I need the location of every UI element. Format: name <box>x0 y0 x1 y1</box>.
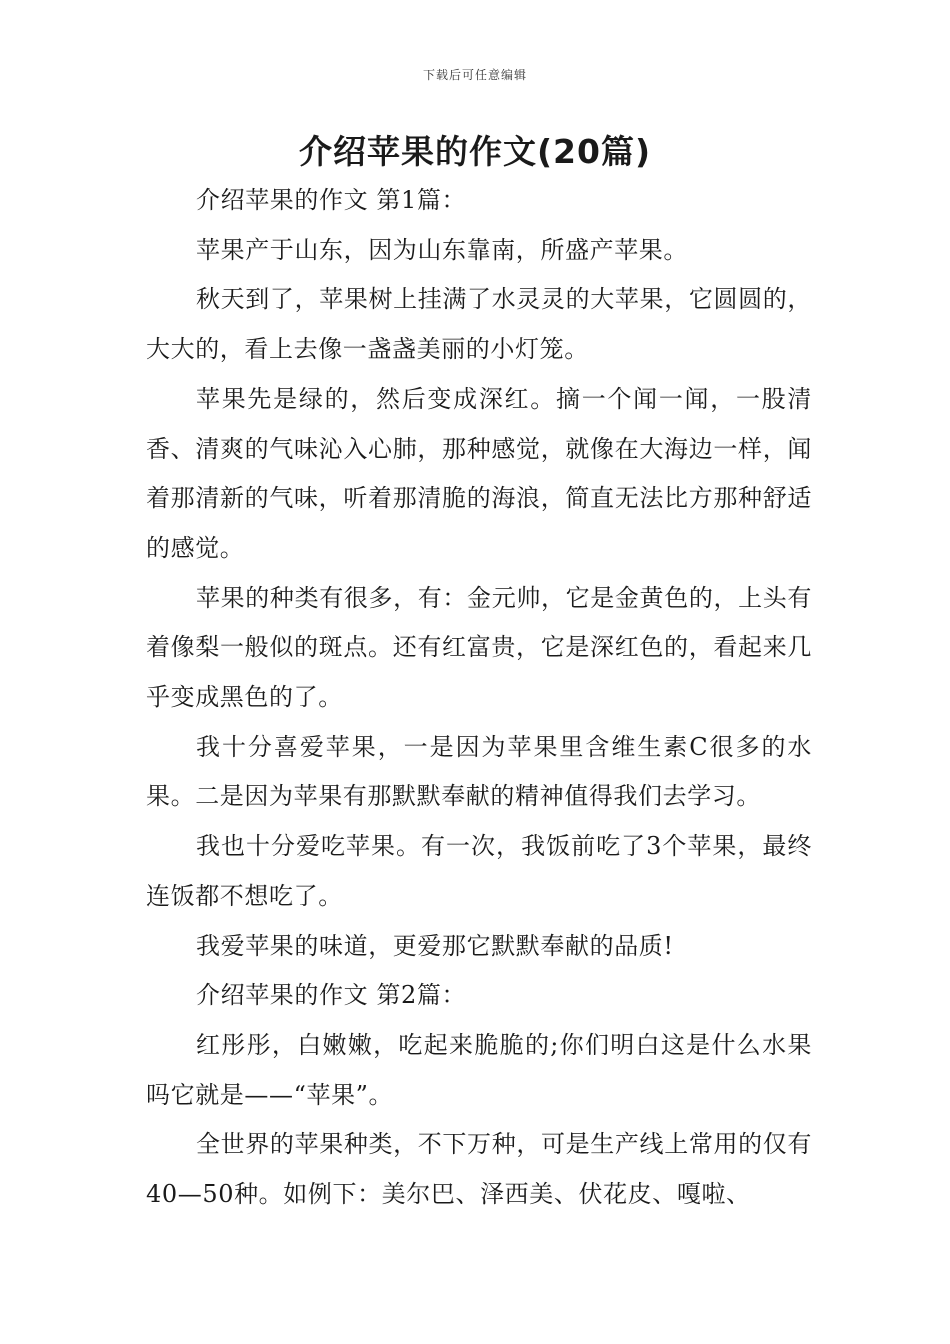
paragraph: 我十分喜爱苹果，一是因为苹果里含维生素C很多的水果。二是因为苹果有那默默奉献的精神值得我们去学习。 <box>146 732 812 811</box>
paragraph: 我爱苹果的味道，更爱那它默默奉献的品质! <box>196 931 674 960</box>
paragraph: 秋天到了，苹果树上挂满了水灵灵的大苹果，它圆圆的，大大的，看上去像一盏盏美丽的小灯笼。 <box>146 285 812 364</box>
header-note: 下载后可任意编辑 <box>422 68 527 82</box>
paragraph: 我也十分爱吃苹果。有一次，我饭前吃了3个苹果，最终连饭都不想吃了。 <box>146 832 812 910</box>
section-heading-1: 介绍苹果的作文 第1篇： <box>196 186 467 214</box>
paragraph: 苹果产于山东，因为山东靠南，所盛产苹果。 <box>196 235 688 264</box>
document-body <box>146 176 812 1220</box>
paragraph: 红彤彤，白嫩嫩，吃起来脆脆的;你们明白这是什么水果吗它就是——“苹果”。 <box>146 1030 812 1109</box>
paragraph: 苹果的种类有很多，有：金元帅，它是金黄色的，上头有着像梨一般似的斑点。还有红富贵，它是深红色的，看起来几乎变成黑色的了。 <box>146 583 812 712</box>
paragraph: 苹果先是绿的，然后变成深红。摘一个闻一闻，一股清香、清爽的气味沁入心肺，那种感觉，就像在大海边一样，闻着那清新的气味，听着那清脆的海浪，简直无法比方那种舒适的感觉。 <box>146 384 812 562</box>
paragraph: 全世界的苹果种类，不下万种，可是生产线上常用的仅有40—50种。如例下：美尔巴、泽西美、伏花皮、嘎啦、 <box>146 1130 812 1209</box>
section-heading-2: 介绍苹果的作文 第2篇： <box>196 981 467 1010</box>
document-title: 介绍苹果的作文(20篇) <box>298 132 652 171</box>
